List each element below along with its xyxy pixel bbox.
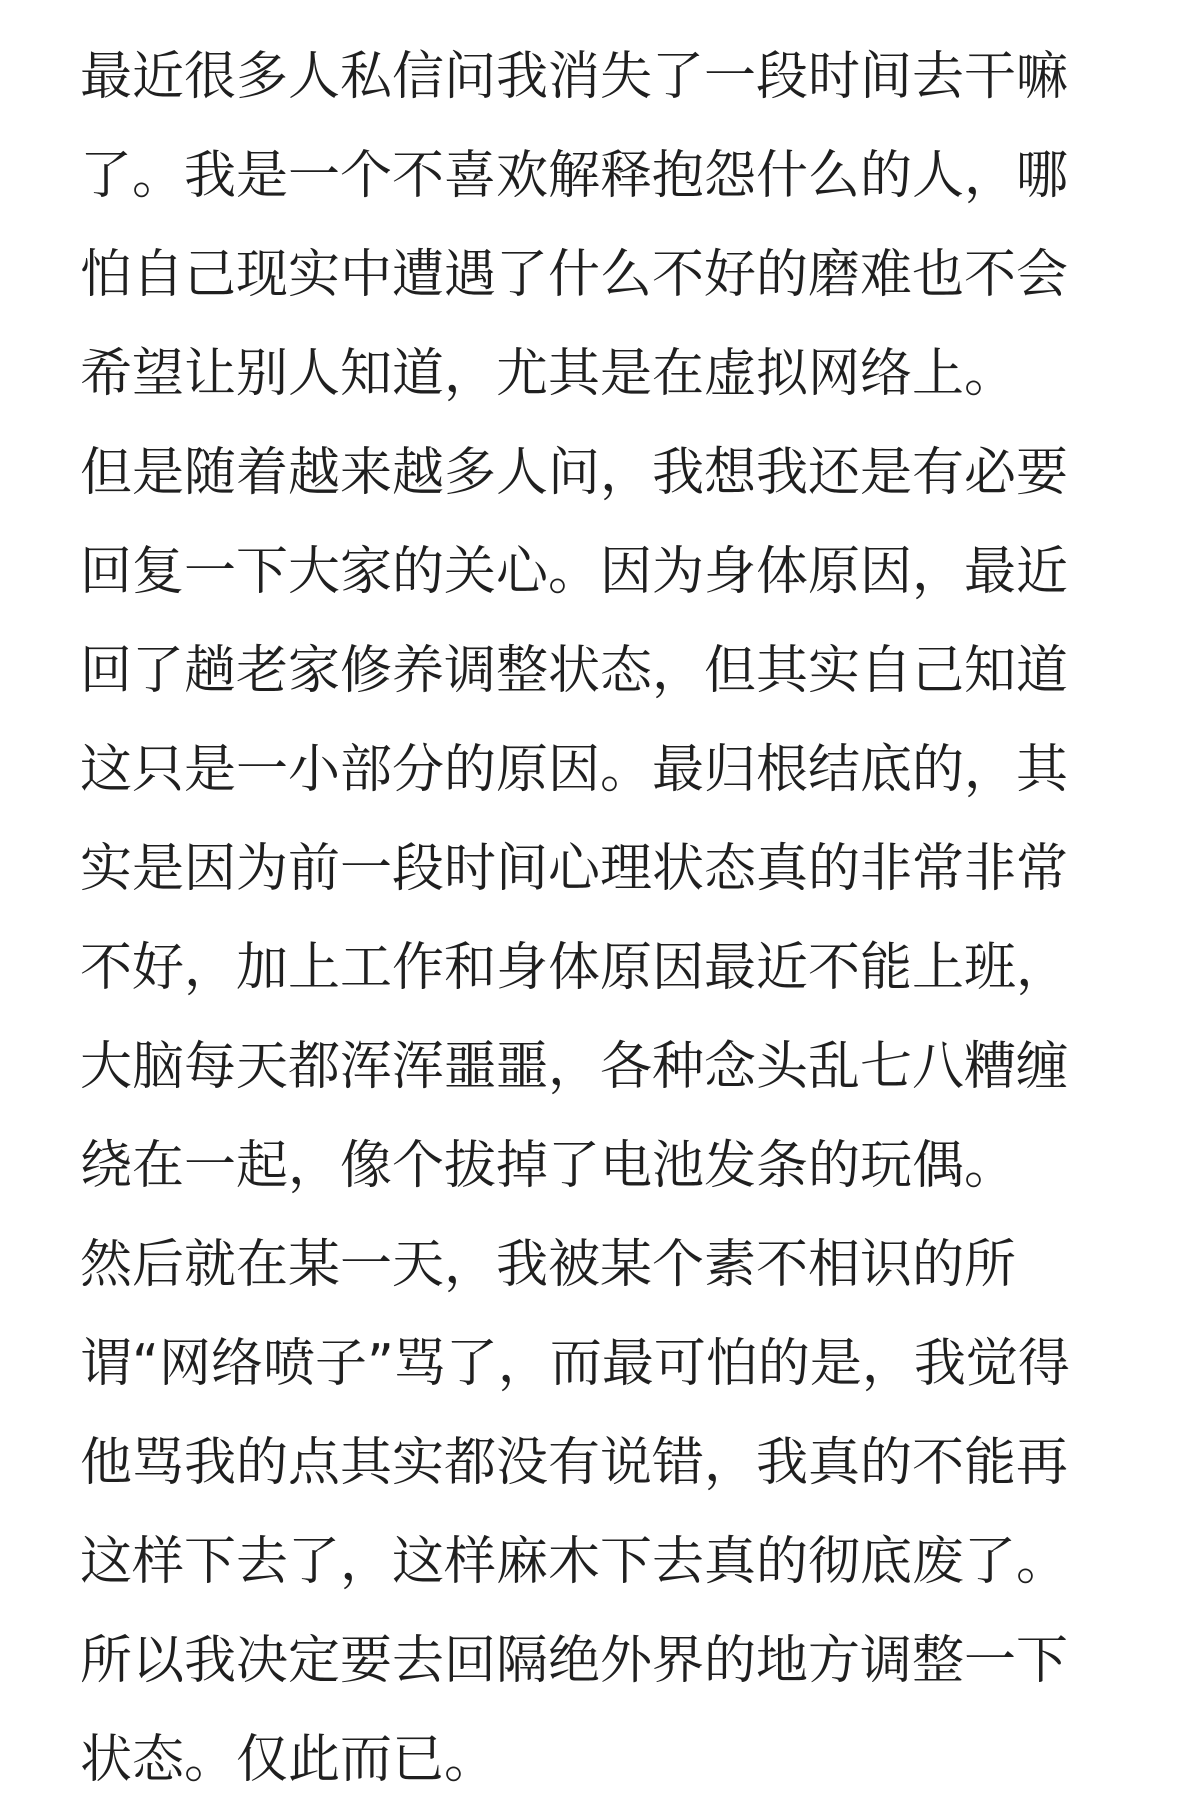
text-line: 怕自己现实中遭遇了什么不好的磨难也不会 xyxy=(80,245,1069,305)
article-text xyxy=(80,28,1120,1810)
text-line: 实是因为前一段时间心理状态真的非常非常 xyxy=(80,839,1069,899)
text-line: 绕在一起，像个拔掉了电池发条的玩偶。 xyxy=(80,1136,1017,1196)
text-line: 大脑每天都浑浑噩噩，各种念头乱七八糟缠 xyxy=(80,1037,1069,1097)
text-line: 然后就在某一天，我被某个素不相识的所 xyxy=(80,1235,1017,1295)
text-line: 回了趟老家修养调整状态，但其实自己知道 xyxy=(80,641,1069,701)
text-line: 这样下去了，这样麻木下去真的彻底废了。 xyxy=(80,1532,1069,1592)
text-line: 但是随着越来越多人问，我想我还是有必要 xyxy=(80,443,1069,503)
text-line: 希望让别人知道，尤其是在虚拟网络上。 xyxy=(80,344,1017,404)
text-line: 状态。仅此而已。 xyxy=(80,1730,497,1790)
text-line: 不好，加上工作和身体原因最近不能上班， xyxy=(80,938,1069,998)
text-line: 所以我决定要去回隔绝外界的地方调整一下 xyxy=(80,1631,1069,1691)
text-line: 了。我是一个不喜欢解释抱怨什么的人，哪 xyxy=(80,146,1069,206)
text-line: 回复一下大家的关心。因为身体原因，最近 xyxy=(80,542,1069,602)
text-line: 他骂我的点其实都没有说错，我真的不能再 xyxy=(80,1433,1069,1493)
text-line: 谓“网络喷子”骂了，而最可怕的是，我觉得 xyxy=(80,1334,1070,1394)
text-line: 最近很多人私信问我消失了一段时间去干嘛 xyxy=(80,47,1069,107)
text-line: 这只是一小部分的原因。最归根结底的，其 xyxy=(80,740,1069,800)
